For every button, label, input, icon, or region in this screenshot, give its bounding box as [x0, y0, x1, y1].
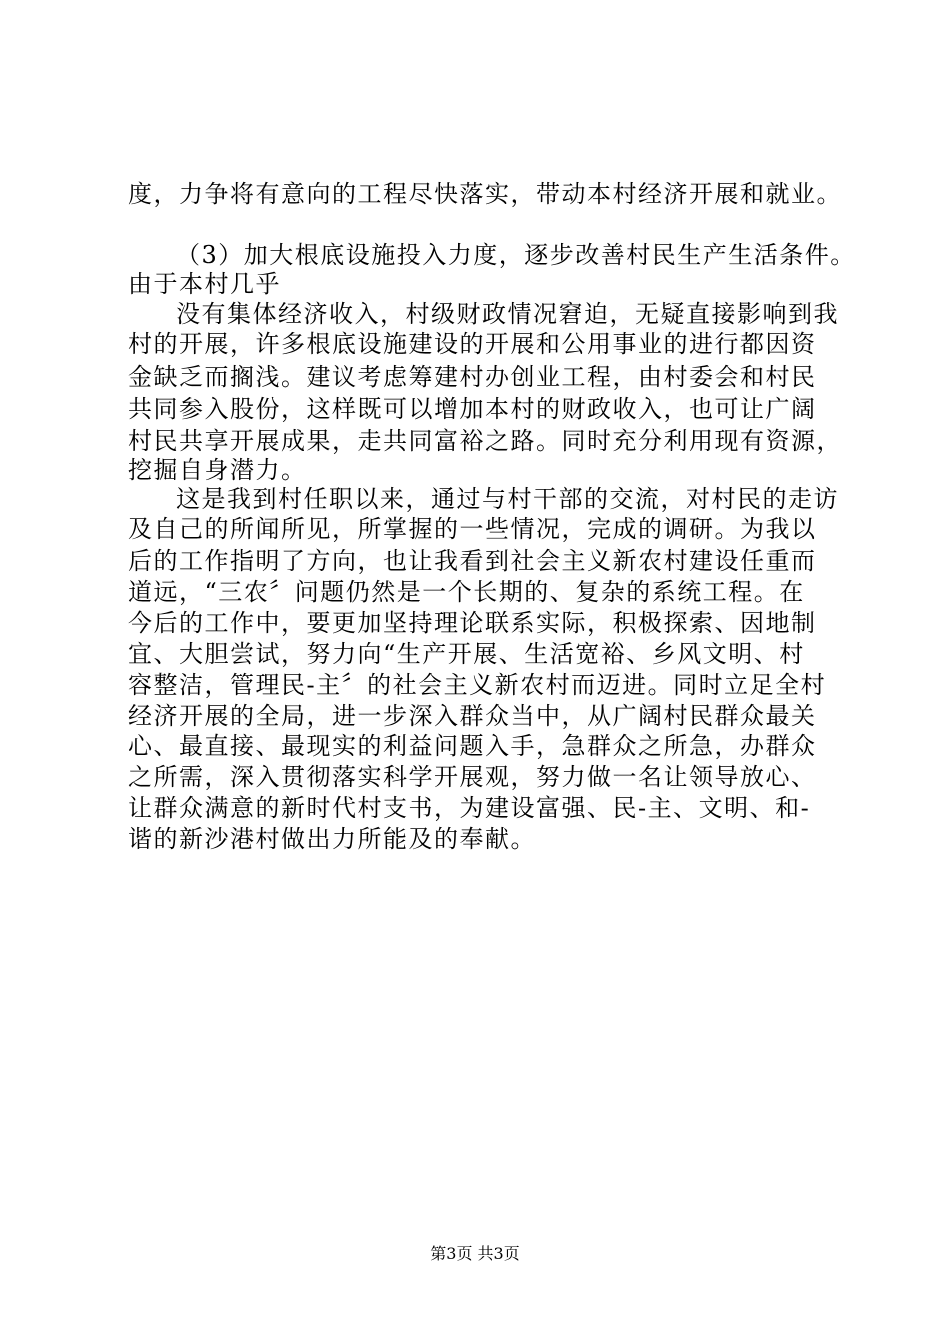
- text-line: 村的开展，许多根底设施建设的开展和公用事业的进行都因资: [128, 330, 817, 358]
- text-line: 及自己的所闻所见，所掌握的一些情况，完成的调研。为我以: [128, 515, 817, 543]
- text-line: 经济开展的全局，进一步深入群众当中，从广阔村民群众最关: [128, 702, 817, 730]
- text-line: 后的工作指明了方向，也让我看到社会主义新农村建设任重而: [128, 547, 817, 575]
- text-line: 谐的新沙港村做出力所能及的奉献。: [128, 825, 536, 853]
- text-line: 共同参入股份，这样既可以增加本村的财政收入，也可让广阔: [128, 395, 817, 423]
- text-line: 这是我到村任职以来，通过与村干部的交流，对村民的走访: [176, 485, 839, 513]
- text-line: 度，力争将有意向的工程尽快落实，带动本村经济开展和就业。: [128, 180, 842, 208]
- text-line: 没有集体经济收入，村级财政情况窘迫，无疑直接影响到我: [176, 300, 839, 328]
- text-line: 由于本村几乎: [128, 270, 281, 298]
- text-line: 之所需，深入贯彻落实科学开展观，努力做一名让领导放心、: [128, 763, 817, 791]
- text-line: 道远，“三农〞问题仍然是一个长期的、复杂的系统工程。在: [128, 578, 805, 606]
- text-line: 挖掘自身潜力。: [128, 456, 307, 484]
- page-footer: 第3页 共3页: [430, 1244, 520, 1263]
- text-line: 让群众满意的新时代村支书，为建设富强、民-主、文明、和-: [128, 794, 811, 822]
- text-line: 宜、大胆尝试，努力向“生产开展、生活宽裕、乡风文明、村: [128, 640, 805, 668]
- text-line: 容整洁，管理民-主〞的社会主义新农村而迈进。同时立足全村: [128, 671, 827, 699]
- text-line: 村民共享开展成果，走共同富裕之路。同时充分利用现有资源，: [128, 427, 842, 455]
- text-line: 今后的工作中，要更加坚持理论联系实际，积极探索、因地制: [128, 609, 817, 637]
- text-line: 心、最直接、最现实的利益问题入手，急群众之所急，办群众: [128, 732, 817, 760]
- text-line: （3）加大根底设施投入力度，逐步改善村民生产生活条件。: [176, 241, 856, 269]
- text-line: 金缺乏而搁浅。建议考虑筹建村办创业工程，由村委会和村民: [128, 363, 817, 391]
